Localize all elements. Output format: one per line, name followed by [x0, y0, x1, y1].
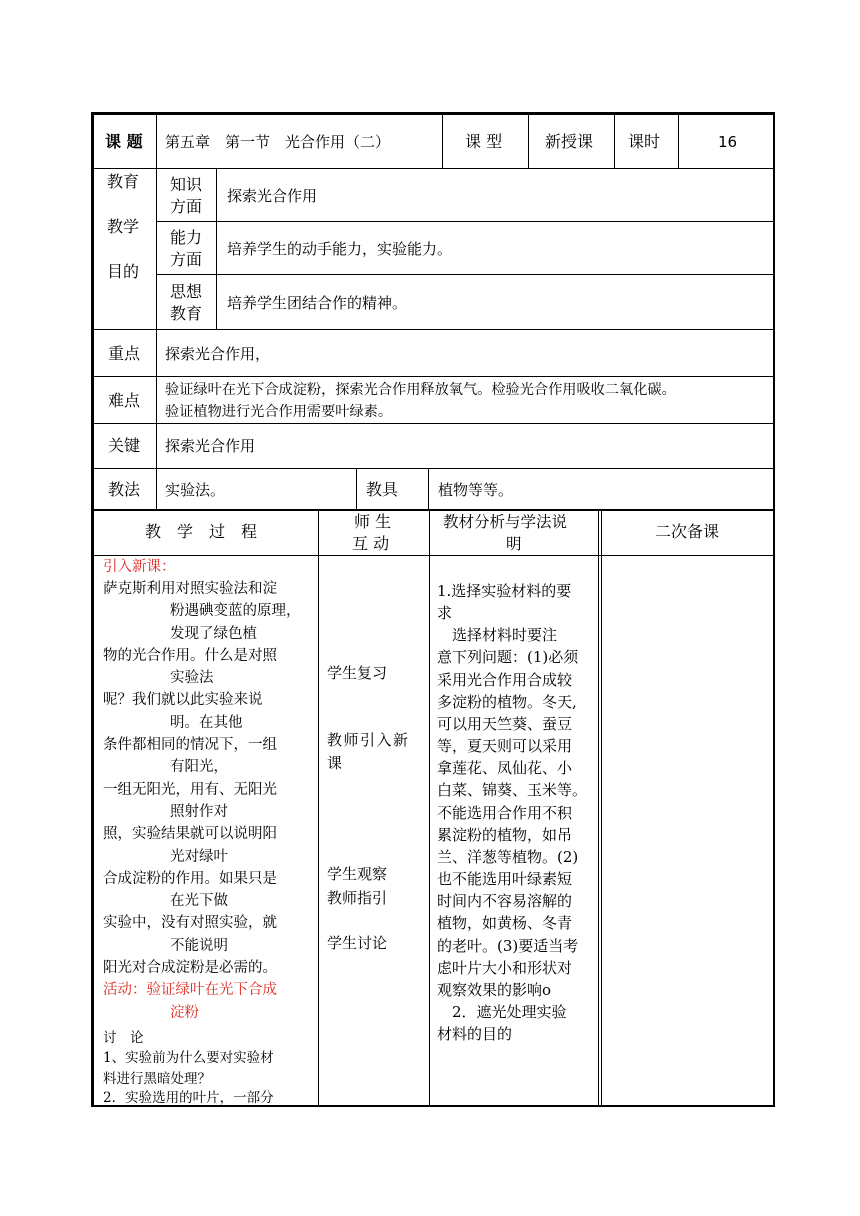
tools-text: 植物等等。: [438, 481, 514, 499]
rule: [428, 468, 429, 510]
tools-label: 教具: [366, 480, 399, 499]
process-line: 合成淀粉的作用。如果只是: [103, 870, 277, 887]
rule: [318, 510, 319, 1106]
objectives-label-2: 教学: [107, 217, 140, 236]
process-line: 不能说明: [170, 937, 228, 954]
table-right-border: [773, 112, 775, 510]
method-label: 教法: [108, 480, 141, 499]
process-line: 有阳光，: [170, 759, 228, 776]
rule: [216, 168, 217, 330]
key-text: 探索光合作用: [165, 437, 256, 455]
subject-label: 课 题: [105, 132, 143, 151]
process-line: 条件都相同的情况下，一组: [103, 737, 277, 754]
rule: [528, 114, 529, 169]
rule: [93, 468, 775, 469]
analysis-line: 也不能选用叶绿素短: [437, 870, 573, 889]
analysis-line: 选择材料时要注: [437, 626, 558, 645]
interaction-item: 学生复习: [327, 664, 388, 682]
activity-line: 淀粉: [170, 1004, 199, 1021]
process-line: 实验法: [170, 670, 214, 687]
analysis-line: 白菜、锦葵、玉米等。: [437, 781, 588, 800]
analysis-line: 的老叶。(3)要适当考: [437, 936, 579, 955]
analysis-line: 时间内不容易溶解的: [437, 892, 573, 911]
analysis-line: 采用光合作用合成较: [437, 670, 573, 689]
process-line: 粉遇碘变蓝的原理，: [170, 603, 301, 620]
analysis-line: 虑叶片大小和形状对: [437, 958, 573, 977]
process-line: 在光下做: [170, 893, 228, 910]
ability-text: 培养学生的动手能力，实验能力。: [227, 240, 453, 258]
process-line: 发现了绿色植: [170, 625, 257, 642]
discuss-title: 讨 论: [103, 1030, 144, 1046]
key-point-text: 探索光合作用，: [165, 345, 271, 363]
rule: [93, 509, 775, 511]
discuss-line-1: 1、实验前为什么要对实验材: [103, 1050, 274, 1066]
interaction-item: 学生讨论: [327, 934, 388, 952]
discuss-line-3: 2．实验选用的叶片，一部分: [103, 1090, 274, 1106]
rule: [678, 114, 679, 169]
backup-header: 二次备课: [655, 522, 720, 541]
analysis-line: 1.选择实验材料的要: [437, 582, 572, 600]
rule: [442, 114, 443, 169]
process-line: 照，实验结果就可以说明阳: [103, 826, 277, 843]
rule: [157, 221, 775, 222]
interaction-item: 教师指引: [327, 889, 388, 907]
interaction-header-1: 师 生: [354, 512, 392, 531]
interaction-item: 课: [327, 754, 343, 772]
interaction-item: 学生观察: [327, 865, 388, 883]
objectives-label-1: 教育: [107, 172, 140, 191]
interaction-item: 教师引入新: [327, 731, 410, 749]
analysis-line: 观察效果的影响o: [437, 980, 552, 999]
ideology-label-2: 教育: [170, 304, 203, 323]
rule: [93, 376, 775, 377]
rule: [614, 114, 615, 169]
subject-value: 第五章 第一节 光合作用（二）: [165, 133, 391, 151]
discuss-line-2: 料进行黑暗处理？: [103, 1071, 211, 1087]
activity-line: 活动：验证绿叶在光下合成: [103, 982, 277, 999]
analysis-line: 求: [437, 604, 453, 623]
ability-label-1: 能力: [170, 228, 203, 247]
process-header: 教 学 过 程: [145, 522, 258, 541]
analysis-text: [437, 580, 587, 1045]
table-right-border-lower: [773, 510, 775, 1107]
hours-value: 16: [718, 133, 738, 151]
type-label: 课 型: [465, 132, 503, 151]
analysis-line: 意下列问题：(1)必须: [437, 648, 579, 667]
knowledge-label-1: 知识: [170, 175, 203, 194]
analysis-line: 2．遮光处理实验: [437, 1002, 567, 1021]
analysis-line: 不能选用合作用不积: [437, 803, 573, 822]
knowledge-text: 探索光合作用: [227, 187, 318, 205]
knowledge-label-2: 方面: [170, 197, 203, 216]
process-line: 光对绿叶: [170, 848, 228, 865]
rule: [93, 423, 775, 424]
rule: [429, 510, 430, 1106]
rule: [156, 114, 157, 509]
difficulty-line-2: 验证植物进行光合作用需要叶绿素。: [165, 404, 393, 420]
process-line: 实验中，没有对照实验，就: [103, 915, 277, 932]
rule: [93, 329, 775, 330]
process-line: 物的光合作用。什么是对照: [103, 647, 277, 664]
hours-label: 课时: [628, 132, 661, 151]
table-top-border: [91, 112, 775, 115]
interaction-header-2: 互 动: [352, 534, 390, 553]
ability-label-2: 方面: [170, 250, 203, 269]
analysis-line: 累淀粉的植物，如吊: [437, 825, 573, 844]
type-value: 新授课: [545, 132, 594, 151]
backup-cell: [602, 556, 773, 1105]
key-label: 关键: [108, 436, 141, 455]
table-left-border: [91, 112, 94, 1107]
analysis-line: 材料的目的: [437, 1025, 513, 1044]
process-line: 明。在其他: [170, 714, 243, 731]
key-point-label: 重点: [108, 344, 141, 363]
method-text: 实验法。: [165, 481, 226, 499]
process-text: [103, 578, 301, 1024]
rule: [598, 510, 599, 1106]
rule: [356, 468, 357, 510]
rule: [157, 274, 775, 275]
difficulty-line-1: 验证绿叶在光下合成淀粉，探索光合作用释放氧气。检验光合作用吸收二氧化碳。: [165, 382, 676, 398]
analysis-line: 拿莲花、凤仙花、小: [437, 759, 573, 778]
process-line: 萨克斯利用对照实验法和淀: [103, 581, 277, 597]
analysis-line: 植物，如黄杨、冬青: [437, 914, 573, 933]
analysis-header-2: 明: [506, 535, 522, 553]
ideology-label-1: 思想: [170, 282, 203, 301]
process-line: 呢？我们就以此实验来说: [103, 692, 263, 709]
process-line: 一组无阳光，用有、无阳光: [103, 781, 277, 798]
objectives-label-3: 目的: [107, 262, 140, 281]
rule: [93, 168, 775, 169]
difficulty-label: 难点: [108, 391, 141, 410]
ideology-text: 培养学生团结合作的精神。: [227, 294, 408, 312]
analysis-line: 可以用天竺葵、蚕豆: [437, 714, 573, 733]
intro-title: 引入新课：: [103, 559, 176, 575]
process-line: 阳光对合成淀粉是必需的。: [103, 960, 277, 977]
analysis-header-1: 教材分析与学法说: [443, 513, 568, 531]
analysis-line: 多淀粉的植物。冬天,: [437, 692, 577, 711]
analysis-line: 等，夏天则可以采用: [437, 737, 573, 756]
analysis-line: 兰、洋葱等植物。(2): [437, 847, 579, 866]
process-line: 照射作对: [170, 803, 228, 820]
